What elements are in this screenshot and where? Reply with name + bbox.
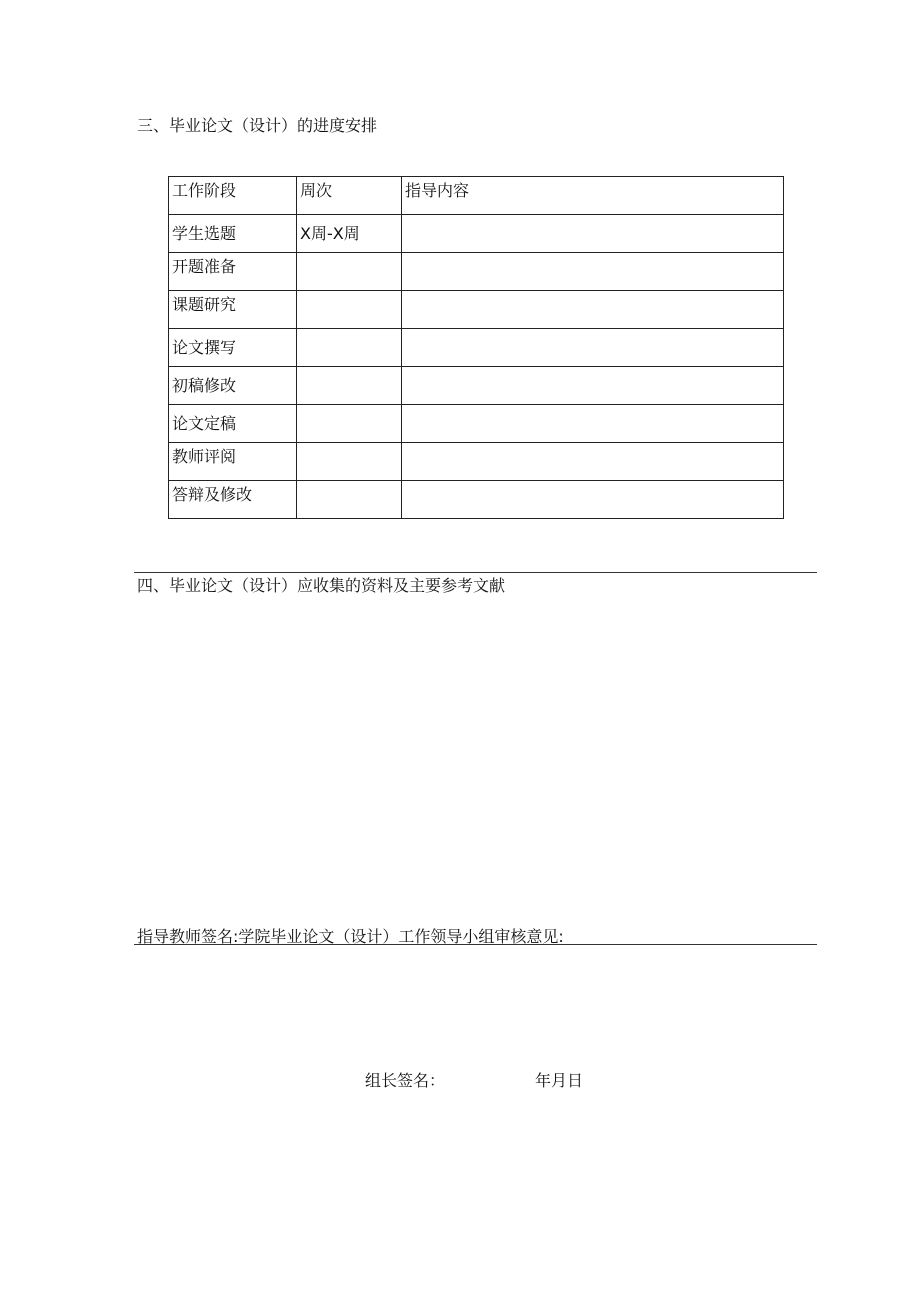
schedule-table [168, 176, 784, 519]
guidance-cell [402, 215, 784, 253]
table-header-row [169, 177, 784, 215]
signature-divider [134, 944, 817, 945]
guidance-cell [402, 367, 784, 405]
guidance-cell [402, 291, 784, 329]
table-row [169, 329, 784, 367]
guidance-cell [402, 481, 784, 519]
stage-cell: 答辩及修改 [169, 481, 297, 519]
guidance-cell [402, 405, 784, 443]
week-cell [297, 405, 402, 443]
week-cell [297, 481, 402, 519]
date-label: 年月日 [535, 1071, 584, 1090]
advisor-signature-line: 指导教师签名:学院毕业论文（设计）工作领导小组审核意见: [137, 927, 564, 946]
stage-cell: 初稿修改 [169, 367, 297, 405]
stage-cell: 课题研究 [169, 291, 297, 329]
stage-cell: 开题准备 [169, 253, 297, 291]
week-cell [297, 367, 402, 405]
stage-cell: 学生选题 [169, 215, 297, 253]
header-cell-stage: 工作阶段 [169, 177, 297, 215]
week-cell [297, 443, 402, 481]
table-row [169, 443, 784, 481]
table-row [169, 405, 784, 443]
stage-cell: 论文撰写 [169, 329, 297, 367]
stage-cell: 论文定稿 [169, 405, 297, 443]
table-row [169, 253, 784, 291]
table-row [169, 481, 784, 519]
table-row [169, 215, 784, 253]
section-4-title: 四、毕业论文（设计）应收集的资料及主要参考文献 [137, 576, 506, 595]
week-cell: X周-X周 [297, 215, 402, 253]
leader-signature-label: 组长签名： [365, 1071, 446, 1090]
guidance-cell [402, 329, 784, 367]
stage-cell: 教师评阅 [169, 443, 297, 481]
header-cell-week: 周次 [297, 177, 402, 215]
section-3-title: 三、毕业论文（设计）的进度安排 [137, 116, 378, 135]
section-divider [134, 572, 817, 573]
table-row [169, 367, 784, 405]
week-cell [297, 291, 402, 329]
week-cell [297, 329, 402, 367]
week-cell [297, 253, 402, 291]
guidance-cell [402, 443, 784, 481]
header-cell-guidance: 指导内容 [402, 177, 784, 215]
table-row [169, 291, 784, 329]
guidance-cell [402, 253, 784, 291]
